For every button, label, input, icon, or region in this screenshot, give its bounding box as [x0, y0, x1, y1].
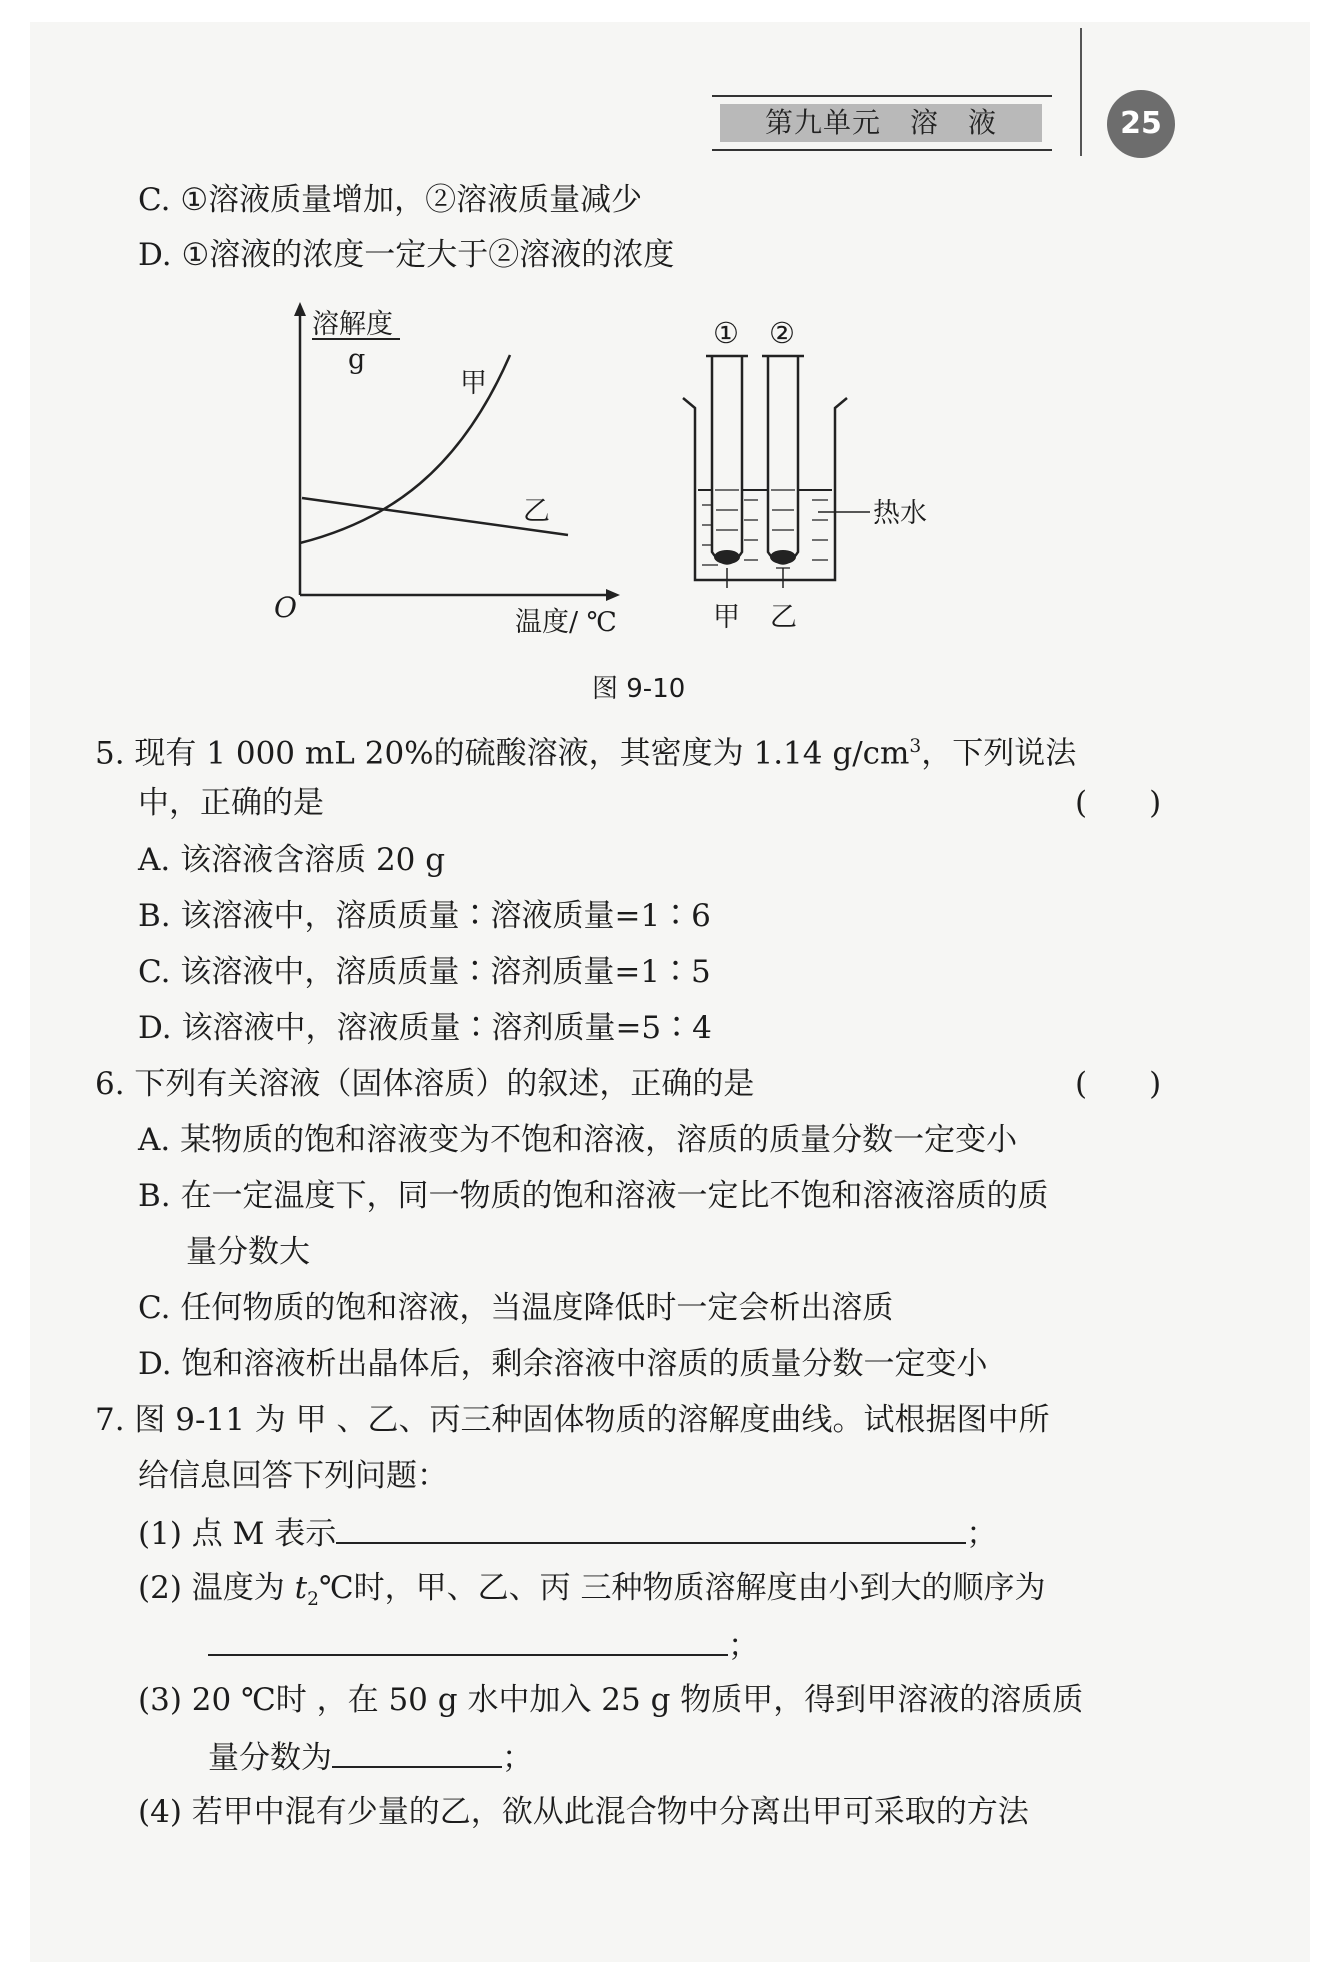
q6-stem: 6. 下列有关溶液（固体溶质）的叙述，正确的是 — [95, 1066, 755, 1102]
prev-option-c: C. ①溶液质量增加，②溶液质量减少 — [138, 182, 643, 218]
test-tube-1 — [712, 356, 742, 564]
q7-sub2-line1: (2) 温度为 $t_2℃$时，甲、乙、丙 三种物质溶解度由小到大的顺序为 — [138, 1570, 1046, 1611]
solid-yi — [770, 550, 796, 564]
prev-option-d: D. ①溶液的浓度一定大于②溶液的浓度 — [138, 237, 675, 273]
curve-yi-label: 乙 — [523, 496, 550, 527]
q5-option-a: A. 该溶液含溶质 20 g — [138, 842, 446, 878]
tube1-label: 甲 — [713, 602, 740, 633]
y-axis-unit: g — [348, 344, 366, 375]
y-axis-arrow — [294, 302, 306, 316]
q7-stem-line1: 7. 图 9-11 为 甲 、乙、丙三种固体物质的溶解度曲线。试根据图中所 — [95, 1402, 1050, 1438]
figure-9-10 — [0, 0, 1338, 700]
q7-stem-line2: 给信息回答下列问题： — [138, 1458, 448, 1494]
q7-sub3-blank[interactable] — [332, 1736, 502, 1768]
q6-option-c: C. 任何物质的饱和溶液，当温度降低时一定会析出溶质 — [138, 1290, 894, 1326]
q6-option-b-line2: 量分数大 — [186, 1234, 310, 1270]
q5-stem-line2: 中，正确的是 — [138, 785, 324, 821]
q7-sub1-blank[interactable] — [336, 1512, 966, 1544]
q5-option-b: B. 该溶液中，溶质质量∶溶液质量=1∶6 — [138, 898, 711, 934]
page-number-badge: 25 — [1107, 90, 1175, 158]
q7-sub4: (4) 若甲中混有少量的乙，欲从此混合物中分离出甲可采取的方法 — [138, 1794, 1029, 1830]
q7-sub3-line1: (3) 20 ℃时 ，在 50 g 水中加入 25 g 物质甲，得到甲溶液的溶质质 — [138, 1682, 1084, 1718]
q7-sub2-blank[interactable] — [208, 1624, 728, 1656]
tube1-marker: ① — [713, 316, 739, 350]
origin-label: O — [274, 591, 297, 624]
q5-option-c: C. 该溶液中，溶质质量∶溶剂质量=1∶5 — [138, 954, 711, 990]
figure-caption: 图 9-10 — [592, 674, 686, 704]
hot-water-label: 热水 — [873, 498, 927, 529]
q6-option-a: A. 某物质的饱和溶液变为不饱和溶液，溶质的质量分数一定变小 — [138, 1122, 1018, 1158]
q6-option-b-line1: B. 在一定温度下，同一物质的饱和溶液一定比不饱和溶液溶质的质 — [138, 1178, 1049, 1214]
unit-title: 第九单元 溶 液 — [720, 104, 1042, 142]
x-axis-label: 温度/ ℃ — [515, 607, 617, 638]
q7-sub1: (1) 点 M 表示 ； — [138, 1512, 997, 1554]
tube2-marker: ② — [769, 316, 795, 350]
q7-sub2-line2: ； — [208, 1624, 759, 1666]
q5-stem-line1: 5. 现有 1 000 mL 20%的硫酸溶液，其密度为 1.14 $g/cm^3$，下列说法 — [95, 735, 1077, 772]
q5-answer-paren[interactable]: ( ) — [1075, 785, 1162, 821]
q6-option-d: D. 饱和溶液析出晶体后，剩余溶液中溶质的质量分数一定变小 — [138, 1346, 988, 1382]
curve-jia-label: 甲 — [460, 368, 487, 399]
test-tube-2 — [768, 356, 798, 564]
q5-option-d: D. 该溶液中，溶液质量∶溶剂质量=5∶4 — [138, 1010, 712, 1046]
tube2-label: 乙 — [770, 602, 797, 633]
x-axis-arrow — [606, 589, 620, 601]
q6-answer-paren[interactable]: ( ) — [1075, 1066, 1162, 1102]
q7-sub3-line2: 量分数为 ； — [208, 1736, 533, 1778]
y-axis-label: 溶解度 — [312, 309, 393, 340]
solid-jia — [714, 550, 740, 564]
